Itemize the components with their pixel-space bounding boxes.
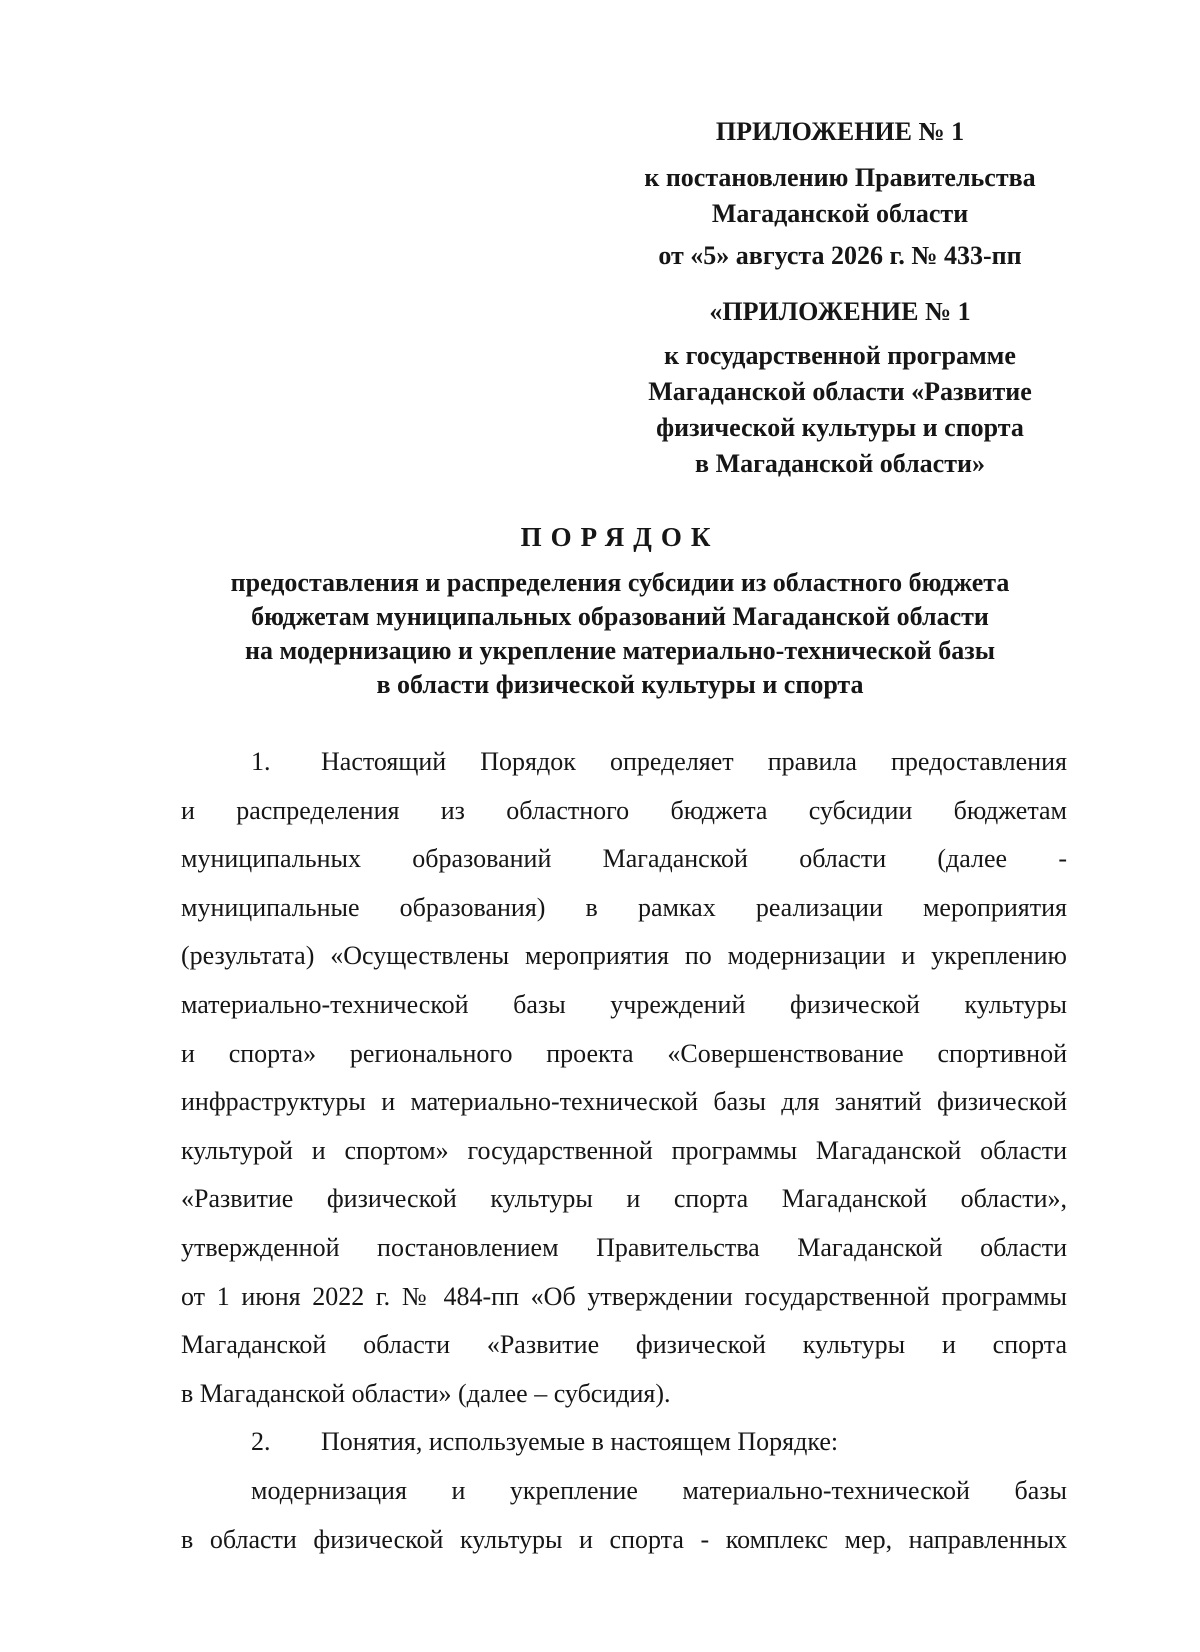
paragraph-line: модернизация и укрепление материально-технической базы bbox=[251, 1475, 1067, 1505]
paragraph-line: и спорта» регионального проекта «Совершенствование спортивной bbox=[181, 1038, 1067, 1068]
program-appendix-reference bbox=[615, 338, 1065, 482]
program-ref-line: Магаданской области «Развитие bbox=[648, 377, 1032, 406]
appendix-ref-line: Магаданской области bbox=[711, 199, 969, 228]
appendix-title: ПРИЛОЖЕНИЕ № 1 bbox=[715, 117, 965, 146]
appendix-reference bbox=[615, 160, 1065, 232]
paragraph-line: материально-технической базы учреждений физической культуры bbox=[181, 989, 1067, 1019]
paragraph-text: Настоящий Порядок определяет правила предоставления bbox=[321, 747, 1067, 776]
appendix-ref-line: к постановлению Правительства bbox=[644, 163, 1036, 192]
subtitle-line: на модернизацию и укрепление материально-технической базы bbox=[244, 636, 996, 665]
document-title: ПОРЯДОК bbox=[520, 522, 720, 552]
paragraph-line: культурой и спортом» государственной программы Магаданской области bbox=[181, 1135, 1067, 1165]
paragraph-line: и распределения из областного бюджета субсидии бюджетам bbox=[181, 795, 1067, 825]
paragraph-line: (результата) «Осуществлены мероприятия по модернизации и укреплению bbox=[181, 941, 1067, 971]
paragraph-line: в области физической культуры и спорта - комплекс мер, направленных bbox=[181, 1524, 1067, 1554]
program-ref-line: физической культуры и спорта bbox=[656, 413, 1024, 442]
document-subtitle bbox=[150, 566, 1090, 702]
paragraph-line: утвержденной постановлением Правительства Магаданской области bbox=[181, 1232, 1067, 1262]
paragraph-line: Магаданской области «Развитие физической культуры и спорта bbox=[181, 1330, 1067, 1360]
appendix-date-block bbox=[615, 238, 1065, 274]
program-ref-line: в Магаданской области» bbox=[695, 449, 985, 478]
paragraph-1 bbox=[181, 738, 1067, 1418]
paragraph-line: от 1 июня 2022 г. № 484-пп «Об утверждении государственной программы bbox=[181, 1281, 1067, 1311]
appendix-date: от «5» августа 2026 г. № 433-пп bbox=[658, 241, 1022, 270]
program-appendix-header bbox=[615, 294, 1065, 330]
appendix-header bbox=[615, 114, 1065, 150]
program-appendix-title: «ПРИЛОЖЕНИЕ № 1 bbox=[709, 297, 971, 326]
paragraph-line: «Развитие физической культуры и спорта Магаданской области», bbox=[181, 1184, 1067, 1214]
document-body bbox=[181, 738, 1067, 1564]
subtitle-line: бюджетам муниципальных образований Магаданской области bbox=[251, 602, 989, 631]
program-ref-line: к государственной программе bbox=[664, 341, 1016, 370]
paragraph-number: 1. bbox=[251, 747, 271, 776]
paragraph-line: инфраструктуры и материально-технической базы для занятий физической bbox=[181, 1087, 1067, 1117]
subtitle-line: в области физической культуры и спорта bbox=[376, 670, 864, 699]
paragraph-line bbox=[181, 1418, 1067, 1467]
paragraph-number: 2. bbox=[251, 1427, 271, 1457]
paragraph-line bbox=[181, 738, 1067, 787]
paragraph-line: в Магаданской области» (далее – субсидия). bbox=[181, 1378, 671, 1408]
paragraph-2 bbox=[181, 1418, 1067, 1467]
paragraph-line: муниципальных образований Магаданской области (далее - bbox=[181, 844, 1067, 874]
paragraph-text: Понятия, используемые в настоящем Порядке: bbox=[321, 1427, 839, 1457]
paragraph-line: муниципальные образования) в рамках реализации мероприятия bbox=[181, 892, 1067, 922]
paragraph-3 bbox=[181, 1467, 1067, 1564]
subtitle-line: предоставления и распределения субсидии из областного бюджета bbox=[230, 568, 1010, 597]
